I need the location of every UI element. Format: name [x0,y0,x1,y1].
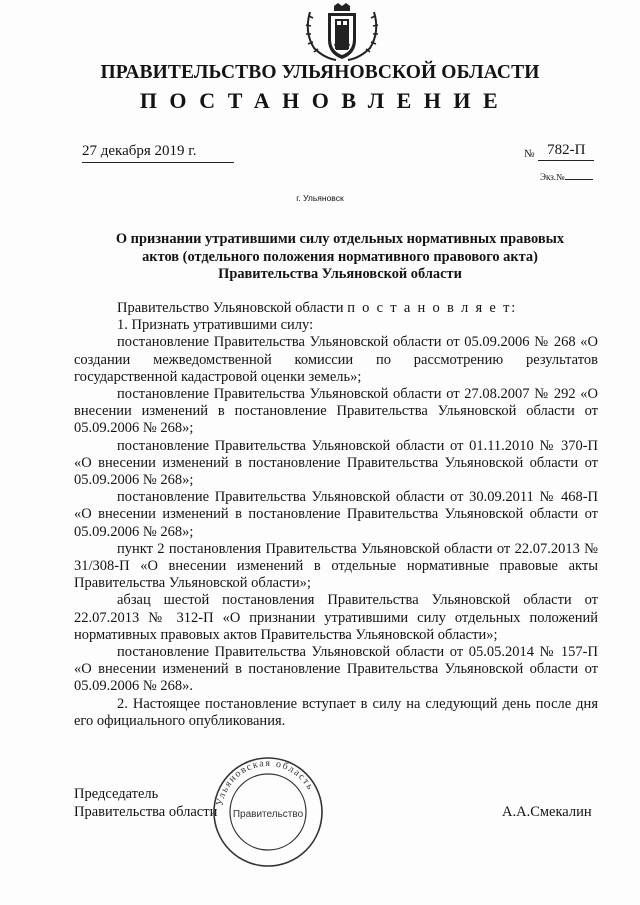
copy-number-field [540,172,593,182]
document-type-title: ПОСТАНОВЛЕНИЕ [139,88,511,113]
intro-text: Правительство Ульяновской области [117,300,348,316]
intro-paragraph [74,300,598,317]
repealed-act-paragraph: постановление Правительства Ульяновской области от 30.09.2011 № 468-П «О внесении изменений в постановление Правительства Ульяновской области от 05.09.2006 № 268»; [74,489,598,540]
signatory-title-line: Правительства области [74,803,218,820]
signatory-name: А.А.Смекалин [502,804,592,820]
official-seal-stamp [210,755,326,869]
intro-spaced-verb: п о с т а н о в л я е т: [347,300,518,316]
item-1: 1. Признать утратившими силу: [117,317,314,334]
document-number [524,142,594,161]
number-value: 782-П [538,142,594,161]
seal-outer-text: Ульяновская область [214,757,317,807]
repealed-act-paragraph: постановление Правительства Ульяновской области от 27.08.2007 № 292 «О внесении изменений в постановление Правительства Ульяновской области от 05.09.2006 № 268»; [74,386,598,437]
signatory-title [74,786,217,821]
document-date: 27 декабря 2019 г. [82,143,234,163]
copy-label: Экз.№ [540,172,565,182]
coat-of-arms-emblem [300,2,384,64]
document-body [74,300,598,730]
repealed-act-paragraph: постановление Правительства Ульяновской области от 05.09.2006 № 268 «О создании межведомственной комиссии по рассмотрению результатов государственной кадастровой оценки земель»; [74,334,598,385]
subject-line: актов (отдельного положения нормативного правового акта) [142,248,538,265]
item-2: 2. Настоящее постановление вступает в силу на следующий день после дня его официального опубликования. [74,695,598,729]
subject-line: О признании утратившими силу отдельных нормативных правовых [115,231,565,247]
signatory-title-line: Председатель [74,786,159,802]
number-sign: № [524,148,535,160]
svg-text:Ульяновская область [214,758,316,807]
document-subject [80,231,600,284]
seal-center-text: Правительство [232,809,304,820]
repealed-act-paragraph: постановление Правительства Ульяновской области от 05.05.2014 № 157-П «О внесении изменений в постановление Правительства Ульяновской области от 05.09.2006 № 268». [74,644,598,695]
copy-blank-line [565,179,593,180]
repealed-act-paragraph: постановление Правительства Ульяновской области от 01.11.2010 № 370-П «О внесении изменений в постановление Правительства Ульяновской области от 05.09.2006 № 268»; [74,437,598,489]
organization-title: ПРАВИТЕЛЬСТВО УЛЬЯНОВСКОЙ ОБЛАСТИ [100,62,540,83]
subject-line: Правительства Ульяновской области [218,266,462,282]
city: г. Ульяновск [296,193,344,203]
repealed-act-paragraph: абзац шестой постановления Правительства Ульяновской области от 22.07.2013 № 312-П «О признании утратившими силу отдельных положений нормативных правовых актов Правительства Ульяновской области»; [74,592,598,643]
repealed-act-paragraph: пункт 2 постановления Правительства Ульяновской области от 22.07.2013 № 31/308-П «О внесении изменений в отдельные нормативные правовые акты Правительства Ульяновской области»; [74,540,598,592]
